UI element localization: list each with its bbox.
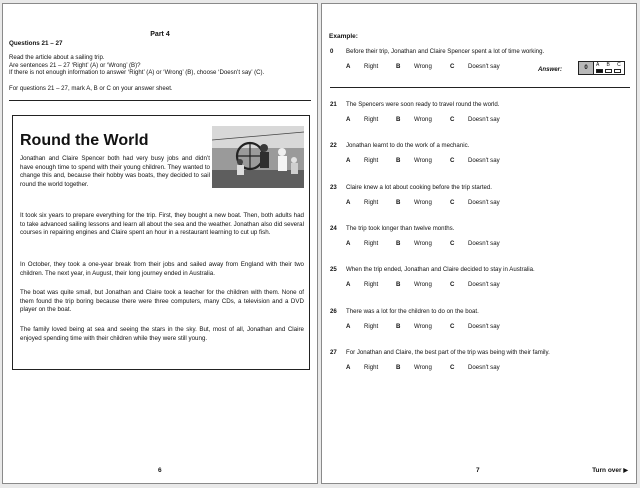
arrow-right-icon: ▶: [623, 468, 628, 474]
empty-box-c: [614, 69, 621, 73]
instruction-line: If there is not enough information to answer ‘Right’ (A) or ‘Wrong’ (B), choose ‘Doesn’t say’ (C).: [9, 69, 265, 77]
article-paragraph: The boat was quite small, but Jonathan and Claire took a teacher for the children with them. None of them found the trip boring because there were three computers, many CDs, a television and a DVD player on the boat.: [20, 289, 304, 314]
question-text: When the trip ended, Jonathan and Claire decided to stay in Australia.: [346, 266, 535, 274]
instruction-line: Read the article about a sailing trip.: [9, 54, 105, 61]
question-number: 21: [330, 101, 337, 108]
answer-instruction: For questions 21 – 27, mark A, B or C on your answer sheet.: [9, 85, 173, 92]
sailing-family-photo: [212, 126, 304, 188]
turn-over-text: Turn over: [592, 467, 622, 474]
turn-over-label: [592, 467, 628, 474]
instructions: [9, 54, 309, 77]
option-a-letter: A: [346, 198, 351, 206]
option-c-text: Doesn't say: [468, 198, 500, 206]
option-b-text: Wrong: [414, 198, 432, 206]
question-number: 24: [330, 224, 337, 232]
option-a-text: Right: [364, 281, 379, 289]
article-paragraph: Jonathan and Claire Spencer both had very busy jobs and didn’t have enough time to spend with their young children. They wanted to change this and, because their hobby was boats, they decided to sail round the world together.: [20, 155, 210, 188]
question-text: Jonathan learnt to do the work of a mechanic.: [346, 142, 470, 150]
marked-box-a: [596, 69, 603, 73]
option-c-text: Doesn't say: [468, 363, 500, 371]
answer-options: [346, 116, 626, 125]
article-paragraph: The family loved being at sea and seeing the stars in the sky. But, most of all, Jonathan and Claire enjoyed spending time with their children while they were still young.: [20, 326, 304, 342]
option-a-letter: A: [346, 116, 351, 123]
empty-box-b: [605, 69, 612, 73]
question-number: 0: [330, 48, 334, 55]
answer-sheet-sample: [578, 61, 625, 75]
divider: [9, 100, 311, 101]
option-b-text: Wrong: [414, 63, 432, 70]
question-number: 26: [330, 307, 337, 315]
option-b-letter: B: [396, 198, 401, 206]
option-c-letter: C: [450, 281, 455, 289]
answer-options: [346, 364, 626, 373]
option-c-text: Doesn't say: [468, 239, 500, 247]
option-a-text: Right: [364, 322, 379, 330]
answer-options: [346, 323, 626, 332]
right-page: [321, 3, 637, 484]
option-c-text: Doesn't say: [468, 157, 500, 165]
option-c-letter: C: [450, 322, 455, 330]
option-c-text: Doesn't say: [468, 116, 500, 123]
answer-number: 0: [579, 62, 594, 74]
option-c-text: Doesn't say: [468, 281, 500, 289]
option-b-letter: B: [396, 322, 401, 330]
option-b-text: Wrong: [414, 239, 432, 247]
article-box: [12, 115, 310, 370]
option-b-text: Wrong: [414, 363, 432, 371]
question-text: There was a lot for the children to do on the boat.: [346, 307, 479, 315]
question-text: For Jonathan and Claire, the best part of the trip was being with their family.: [346, 348, 550, 356]
option-a-letter: A: [346, 157, 351, 165]
question-number: 25: [330, 266, 337, 274]
option-b-letter: B: [396, 116, 401, 123]
example-label: Example:: [329, 33, 358, 40]
divider: [330, 87, 630, 88]
option-a-text: Right: [364, 239, 379, 247]
option-b-text: Wrong: [414, 322, 432, 330]
answer-options: [346, 240, 626, 249]
answer-options: [346, 199, 626, 208]
option-b-text: Wrong: [414, 157, 432, 165]
answer-options: [346, 281, 626, 290]
option-b-letter: B: [396, 157, 401, 165]
option-c-letter: C: [450, 63, 455, 70]
option-b-letter: B: [396, 281, 401, 289]
option-a-letter: A: [346, 281, 351, 289]
question-number: 27: [330, 348, 337, 356]
article-paragraph: It took six years to prepare everything for the trip. First, they bought a new boat. Then, both adults had to take advanced sailing lessons and learn all about the sea and the weather. Jonathan also did several courses in repairing engines and Claire spent an hour in a restaurant learning to cut up fish.: [20, 212, 304, 237]
page-number: 7: [476, 467, 480, 474]
option-a-text: Right: [364, 198, 379, 206]
page-number: 6: [158, 467, 162, 474]
option-c-letter: C: [450, 198, 455, 206]
answer-label: Answer:: [538, 66, 563, 73]
question-range: Questions 21 – 27: [9, 40, 63, 47]
option-a-text: Right: [364, 157, 379, 165]
option-b-text: Wrong: [414, 116, 432, 123]
question-text: The Spencers were soon ready to travel round the world.: [346, 101, 500, 108]
question-text: Before their trip, Jonathan and Claire Spencer spent a lot of time working.: [346, 48, 545, 55]
option-a-letter: A: [346, 63, 351, 70]
option-a-letter: A: [346, 363, 351, 371]
article-paragraph: In October, they took a one-year break from their jobs and sailed away from England with their two children. The next year, in August, their long journey ended in Australia.: [20, 261, 304, 277]
option-c-letter: C: [450, 363, 455, 371]
option-c-text: Doesn't say: [468, 63, 500, 70]
option-b-letter: B: [396, 63, 401, 70]
instruction-line: Are sentences 21 – 27 ‘Right’ (A) or ‘Wrong’ (B)?: [9, 61, 141, 69]
option-b-text: Wrong: [414, 281, 432, 289]
question-number: 23: [330, 183, 337, 191]
option-a-letter: A: [346, 239, 351, 247]
option-a-text: Right: [364, 116, 379, 123]
option-a-letter: A: [346, 322, 351, 330]
option-b-letter: B: [396, 239, 401, 247]
part-title: Part 4: [150, 31, 170, 38]
question-text: The trip took longer than twelve months.: [346, 224, 455, 232]
question-text: Claire knew a lot about cooking before the trip started.: [346, 183, 492, 191]
question-number: 22: [330, 142, 337, 150]
option-a-text: Right: [364, 363, 379, 371]
option-b-letter: B: [396, 363, 401, 371]
left-page: [2, 3, 318, 484]
answer-options: [346, 157, 626, 166]
option-c-letter: C: [450, 116, 455, 123]
option-c-letter: C: [450, 239, 455, 247]
answer-letters: A B C: [596, 62, 624, 68]
option-c-text: Doesn't say: [468, 322, 500, 330]
article-title: Round the World: [20, 132, 149, 149]
option-a-text: Right: [364, 63, 379, 70]
option-c-letter: C: [450, 157, 455, 165]
